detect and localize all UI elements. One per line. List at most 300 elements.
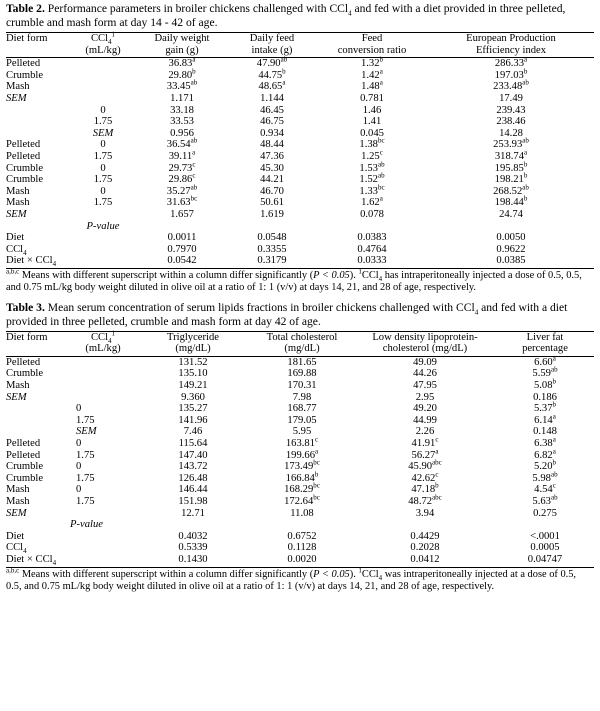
cell-value: 0 <box>100 185 106 197</box>
cell-superscript: c <box>552 481 556 490</box>
table-cell <box>136 78 228 93</box>
cell-value: 6.60 <box>534 356 553 368</box>
t2-note-3: CCl <box>361 269 379 281</box>
cell-value: 1.48 <box>361 81 380 93</box>
cell-value: 12.71 <box>181 507 205 519</box>
table-cell <box>136 148 228 163</box>
cell-superscript: bc <box>313 458 320 467</box>
table-cell <box>136 356 250 368</box>
cell-value: 1.619 <box>260 208 284 220</box>
table-cell <box>136 116 228 128</box>
cell-value: 0.4764 <box>357 243 387 255</box>
cell-value: 24.74 <box>499 208 523 220</box>
table-cell <box>136 496 250 508</box>
cell-value: Mash <box>6 185 30 197</box>
table-row <box>6 58 594 70</box>
th3-tg: Triglyceride <box>136 331 250 343</box>
table-cell <box>428 194 594 209</box>
table-cell <box>496 426 594 438</box>
cell-superscript: ab <box>190 78 198 87</box>
cell-value: 166.84 <box>285 472 315 484</box>
t2-note-sup: a,b,c <box>6 267 20 276</box>
cell-value: 35.27 <box>166 185 191 197</box>
table-cell <box>316 171 428 186</box>
t2-note-3-sub: 4 <box>378 274 383 283</box>
cell-value: 253.93 <box>493 139 523 151</box>
table-cell <box>70 403 136 415</box>
table3-body <box>6 356 594 567</box>
table-row <box>6 232 594 244</box>
table-cell <box>70 473 136 485</box>
cell-superscript: c <box>435 470 439 479</box>
table-cell <box>136 531 250 543</box>
th-dfi-2: intake (g) <box>228 45 316 58</box>
table-cell <box>136 194 228 209</box>
cell-value: 115.64 <box>178 438 208 450</box>
cell-value: 1.42 <box>361 69 380 81</box>
table-cell <box>228 209 316 221</box>
cell-value: 47.95 <box>413 380 437 392</box>
table-cell <box>250 542 354 554</box>
table-cell <box>250 392 354 404</box>
table-cell <box>316 221 428 233</box>
table-cell <box>6 519 70 531</box>
cell-value: 44.26 <box>413 368 437 380</box>
cell-subscript: 4 <box>23 248 27 257</box>
cell-value: 45.30 <box>260 162 284 174</box>
cell-value: 0.934 <box>260 127 284 139</box>
table2-caption-sub: 4 <box>348 9 352 18</box>
table-cell <box>136 519 250 531</box>
cell-value: 168.77 <box>287 403 317 415</box>
th-dwg-2: gain (g) <box>136 45 228 58</box>
table-cell <box>136 473 250 485</box>
th3-ccl4-unit: (mL/kg) <box>70 343 136 356</box>
cell-value: 169.88 <box>287 368 317 380</box>
cell-value: 0.275 <box>533 507 557 519</box>
table-row <box>6 496 594 508</box>
table-cell <box>136 93 228 105</box>
th3-ldl-2: cholesterol (mg/dL) <box>354 343 496 356</box>
cell-superscript: bc <box>190 194 198 203</box>
th-fcr-2: conversion ratio <box>316 45 428 58</box>
table-row <box>6 151 594 163</box>
th-ccl4-unit: (mL/kg) <box>70 45 136 58</box>
cell-value: SEM <box>6 391 27 403</box>
table-cell <box>6 461 70 473</box>
table-cell <box>316 67 428 82</box>
cell-value: 6.38 <box>534 438 553 450</box>
table2-label: Table 2. <box>6 2 45 15</box>
table-cell <box>70 105 136 117</box>
cell-value: 48.72 <box>408 496 433 507</box>
table-cell <box>136 415 250 427</box>
cell-value: 2.26 <box>415 426 435 438</box>
cell-value: 0.1128 <box>287 542 317 554</box>
table-cell <box>6 163 70 175</box>
cell-value: P-value <box>70 519 103 531</box>
cell-value: 2.95 <box>415 391 435 403</box>
table-cell <box>136 450 250 462</box>
table-cell <box>6 484 70 496</box>
cell-value: 1.75 <box>93 150 113 162</box>
cell-superscript: b <box>523 194 528 203</box>
table-cell <box>250 470 354 485</box>
cell-superscript: ab <box>550 365 558 374</box>
cell-superscript: ab <box>550 470 558 479</box>
cell-superscript: a <box>435 447 439 456</box>
table-cell <box>354 368 496 380</box>
cell-value: 318.74 <box>494 150 525 162</box>
table-cell <box>136 508 250 520</box>
t3-note-sup2: 1 <box>358 566 362 575</box>
table2-footnote <box>6 267 594 295</box>
table-cell <box>70 542 136 554</box>
cell-value: <.0001 <box>530 530 560 542</box>
table-cell <box>354 493 496 508</box>
cell-value: 1.75 <box>93 174 113 186</box>
th3-tg-2: (mg/dL) <box>136 343 250 356</box>
cell-superscript: b <box>552 400 557 409</box>
table-cell <box>6 174 70 186</box>
table-cell <box>136 160 228 175</box>
table-cell <box>250 508 354 520</box>
table-cell <box>6 151 70 163</box>
cell-value: 0.0412 <box>410 553 440 565</box>
table-cell <box>6 116 70 128</box>
cell-value: 1.75 <box>76 414 95 426</box>
table-cell <box>228 116 316 128</box>
table-cell <box>428 148 594 163</box>
cell-value: SEM <box>92 127 114 139</box>
th3-diet-form: Diet form <box>6 331 70 343</box>
table-row <box>6 356 594 368</box>
th-dwg: Daily weight <box>136 33 228 45</box>
cell-superscript: ab <box>190 136 198 145</box>
table-cell <box>6 105 70 117</box>
cell-value: 126.48 <box>178 472 208 484</box>
table-cell <box>228 232 316 244</box>
cell-value: 33.18 <box>170 104 194 116</box>
table-cell <box>428 136 594 151</box>
table-cell <box>316 105 428 117</box>
table-cell <box>6 186 70 198</box>
cell-value: 0.0020 <box>287 553 317 565</box>
cell-value: SEM <box>6 92 27 104</box>
table-row <box>6 139 594 151</box>
table-cell <box>70 163 136 175</box>
table3-caption <box>6 301 594 329</box>
table-cell <box>496 458 594 473</box>
cell-value: 1.657 <box>170 208 194 220</box>
table2-caption-text: Performance parameters in broiler chickens challenged with CCl <box>44 2 349 15</box>
table-cell <box>136 209 228 221</box>
cell-value: 5.98 <box>532 472 551 484</box>
table-cell <box>316 194 428 209</box>
cell-value: Diet × CCl <box>6 553 53 565</box>
cell-value: 0.0383 <box>357 232 387 244</box>
cell-superscript: bc <box>313 493 320 502</box>
cell-value: 0.04747 <box>527 553 563 565</box>
table-cell <box>316 160 428 175</box>
cell-value: 49.20 <box>413 403 437 415</box>
cell-value: 6.14 <box>534 414 553 426</box>
cell-value: Pelleted <box>6 449 41 461</box>
cell-value: 0.0050 <box>496 232 526 244</box>
cell-value: 1.75 <box>93 116 113 128</box>
table-row <box>6 197 594 209</box>
cell-value: Mash <box>6 496 30 507</box>
table-cell <box>428 93 594 105</box>
table-cell <box>136 554 250 567</box>
th3-tc: Total cholesterol <box>250 331 354 343</box>
table-cell <box>6 438 70 450</box>
table-cell <box>228 139 316 151</box>
table-cell <box>70 128 136 140</box>
cell-value: Crumble <box>6 162 44 174</box>
table-cell <box>228 78 316 93</box>
cell-superscript: b <box>523 160 528 168</box>
table-cell <box>316 148 428 163</box>
table-row <box>6 81 594 93</box>
t2-note-sup2: 1 <box>358 267 362 276</box>
table-cell <box>250 554 354 567</box>
cell-superscript: a <box>552 435 556 444</box>
th-epef-2: Efficiency index <box>428 45 594 58</box>
th3-ccl4 <box>70 331 136 343</box>
cell-value: 0 <box>76 484 82 496</box>
table-cell <box>6 426 70 438</box>
table-cell <box>6 128 70 140</box>
table-cell <box>136 221 228 233</box>
cell-value: CCl <box>6 542 24 554</box>
table-cell <box>354 392 496 404</box>
table-cell <box>250 426 354 438</box>
table-row <box>6 93 594 105</box>
cell-superscript: b <box>435 481 439 490</box>
table-cell <box>6 415 70 427</box>
cell-value: 5.37 <box>533 403 553 415</box>
th-ccl4-sub: 4 <box>108 38 112 47</box>
cell-value: 1.33 <box>359 185 378 197</box>
cell-value: 0 <box>76 461 82 473</box>
table-row <box>6 255 594 268</box>
cell-value: 36.54 <box>166 139 191 151</box>
table-row <box>6 415 594 427</box>
table-cell <box>316 128 428 140</box>
cell-value: Crumble <box>6 368 44 380</box>
table3-caption-tail: and fed with a diet provided in three pelleted, crumble and mash form at day 42 of age. <box>6 300 568 328</box>
table-cell <box>228 255 316 268</box>
cell-superscript: b <box>523 171 528 180</box>
table-cell <box>316 255 428 268</box>
cell-value: Pelleted <box>6 356 41 368</box>
cell-value: SEM <box>6 208 27 220</box>
table-row <box>6 461 594 473</box>
table-cell <box>354 426 496 438</box>
table-cell <box>70 186 136 198</box>
th-dfi: Daily feed <box>228 33 316 45</box>
table-cell <box>70 368 136 380</box>
table3-label: Table 3. <box>6 300 45 314</box>
table-cell <box>316 116 428 128</box>
cell-value: 17.49 <box>499 92 523 104</box>
cell-value: 33.53 <box>170 116 194 128</box>
cell-value: 5.63 <box>532 496 551 507</box>
table-cell <box>428 55 594 70</box>
cell-value: 147.40 <box>178 449 208 461</box>
cell-superscript: a <box>379 67 383 76</box>
table-cell <box>136 67 228 82</box>
table-row <box>6 450 594 462</box>
t3-note-3: CCl <box>361 568 379 580</box>
cell-value: 135.27 <box>178 403 208 415</box>
table-cell <box>70 519 136 531</box>
table-cell <box>136 368 250 380</box>
cell-value: 46.75 <box>260 116 284 128</box>
cell-value: P-value <box>86 220 120 232</box>
cell-value: 197.03 <box>494 69 524 81</box>
cell-value: 170.31 <box>287 380 317 392</box>
table-row <box>6 116 594 128</box>
th-epef: European Production <box>428 33 594 45</box>
table-cell <box>250 380 354 392</box>
table-cell <box>250 403 354 415</box>
cell-value: 0.045 <box>360 127 384 139</box>
table-cell <box>136 542 250 554</box>
cell-value: 45.90 <box>408 461 433 473</box>
cell-value: 198.21 <box>494 174 524 186</box>
cell-value: Crumble <box>6 174 44 186</box>
table-cell <box>428 232 594 244</box>
cell-superscript: bc <box>377 136 385 145</box>
table-cell <box>496 412 594 427</box>
th-diet-form: Diet form <box>6 33 70 45</box>
table2-caption-tail: and fed with a diet provided in three pelleted, crumble and mash form at day 14 - 42 of age. <box>6 2 566 29</box>
table-row <box>6 508 594 520</box>
table-cell <box>70 380 136 392</box>
cell-value: 0.0385 <box>496 255 526 267</box>
cell-value: 41.91 <box>411 438 436 450</box>
cell-value: 36.83 <box>168 58 193 70</box>
table-cell <box>70 392 136 404</box>
t3-note-3-sub: 4 <box>378 573 383 582</box>
cell-value: Diet <box>6 232 25 244</box>
table-cell <box>70 139 136 151</box>
cell-value: 0.4429 <box>410 530 440 542</box>
table-cell <box>428 244 594 256</box>
cell-value: 31.63 <box>166 197 191 209</box>
table3-caption-sub: 4 <box>474 308 479 316</box>
cell-value: 0.078 <box>360 208 384 220</box>
cell-superscript: abc <box>432 458 442 467</box>
table-cell <box>354 403 496 415</box>
cell-value: Pelleted <box>6 438 41 450</box>
table-cell <box>354 415 496 427</box>
cell-value: 0.0011 <box>167 232 197 244</box>
table-cell <box>496 554 594 567</box>
cell-value: Crumble <box>6 461 44 473</box>
cell-value: 48.44 <box>260 139 284 151</box>
table-cell <box>428 255 594 268</box>
table-cell <box>250 356 354 368</box>
cell-value: 0.3179 <box>257 255 287 267</box>
table-cell <box>70 496 136 508</box>
cell-value: 29.73 <box>168 162 193 174</box>
cell-value: 1.171 <box>170 92 194 104</box>
table-row <box>6 221 594 233</box>
cell-value: 0.7970 <box>167 243 197 255</box>
table-cell <box>250 531 354 543</box>
table-cell <box>70 450 136 462</box>
cell-value: 141.96 <box>178 414 208 426</box>
table-row <box>6 163 594 175</box>
cell-superscript: c <box>315 435 319 444</box>
table-cell <box>136 183 228 198</box>
cell-subscript: 4 <box>52 559 57 568</box>
table-cell <box>70 116 136 128</box>
cell-value: 1.62 <box>361 197 380 209</box>
cell-superscript: ab <box>280 55 288 64</box>
table-cell <box>316 209 428 221</box>
t3-note-4: was intraperitoneally injected at a dose of 0.5, 0.5, and 0.75 mL/kg body weight diluted in olive oil at a ratio of 1: 1 (v/v) at days 14, 21, and 28 of age, respectively. <box>6 568 577 592</box>
table-cell <box>6 209 70 221</box>
table-row <box>6 368 594 380</box>
table-row <box>6 403 594 415</box>
table-cell <box>6 232 70 244</box>
cell-value: 1.144 <box>260 92 284 104</box>
cell-value: 0.0005 <box>530 542 560 554</box>
cell-value: 286.33 <box>494 58 525 70</box>
table-cell <box>316 55 428 70</box>
table-cell <box>250 368 354 380</box>
table-cell <box>250 447 354 462</box>
cell-superscript: ab <box>522 136 529 145</box>
table-cell <box>250 415 354 427</box>
cell-value: 173.49 <box>284 461 314 473</box>
table-cell <box>6 255 70 268</box>
cell-value: 268.52 <box>493 185 523 197</box>
table-cell <box>316 232 428 244</box>
cell-superscript: ab <box>190 183 198 192</box>
table-row <box>6 542 594 554</box>
cell-value: 1.52 <box>359 174 378 186</box>
th-ccl4-text: CCl <box>90 33 109 44</box>
table-cell <box>250 519 354 531</box>
table-cell <box>70 151 136 163</box>
cell-value: Mash <box>6 197 30 209</box>
th3-lf: Liver fat <box>496 331 594 343</box>
table-cell <box>228 197 316 209</box>
table2-caption <box>6 2 594 30</box>
cell-value: 44.21 <box>260 174 284 186</box>
cell-superscript: bc <box>377 183 385 192</box>
cell-value: 47.90 <box>256 58 281 70</box>
cell-value: 0.9622 <box>496 243 526 255</box>
cell-value: 7.46 <box>183 426 203 438</box>
cell-value: SEM <box>6 507 27 519</box>
table-row <box>6 209 594 221</box>
cell-value: 1.75 <box>76 449 95 461</box>
cell-value: 0.186 <box>533 391 557 403</box>
table-cell <box>354 356 496 368</box>
table-cell <box>136 426 250 438</box>
cell-value: 199.66 <box>285 449 316 461</box>
table-cell <box>496 435 594 450</box>
cell-value: 239.43 <box>496 104 526 116</box>
table-cell <box>6 531 70 543</box>
table-cell <box>428 67 594 82</box>
